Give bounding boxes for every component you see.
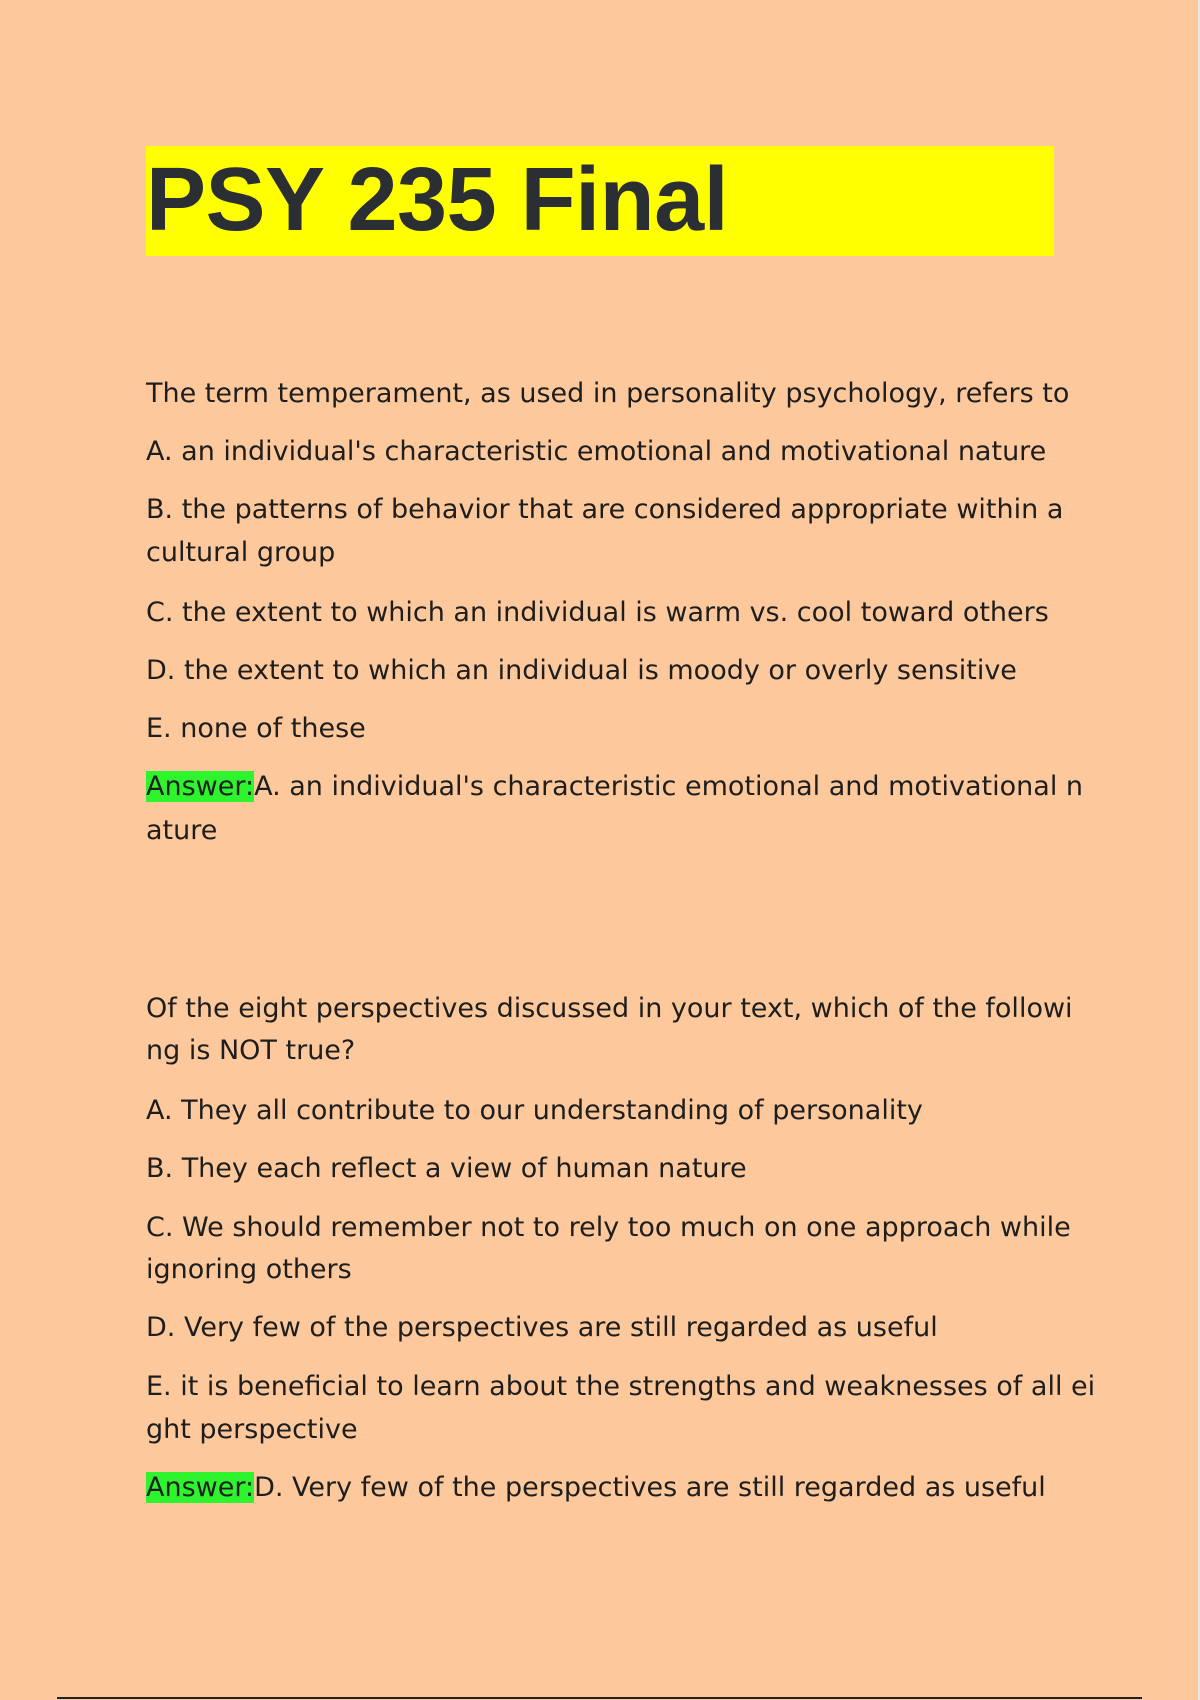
- question-2-option-e: E. it is beneficial to learn about the strengths and weaknesses of all ei: [146, 1371, 1096, 1402]
- question-2-option-c: C. We should remember not to rely too much on one approach while: [146, 1212, 1071, 1243]
- question-2-text: Of the eight perspectives discussed in your text, which of the followi: [146, 993, 1073, 1024]
- question-2-option-a: A. They all contribute to our understanding of personality: [146, 1095, 923, 1126]
- footer-divider: [57, 1697, 1142, 1699]
- question-2-text-cont: ng is NOT true?: [146, 1035, 356, 1066]
- question-2-answer: [146, 1467, 1061, 1509]
- question-1-option-b-cont: cultural group: [146, 537, 336, 568]
- question-1-text: The term temperament, as used in personality psychology, refers to: [146, 378, 1070, 409]
- answer-label: Answer:: [146, 1472, 255, 1503]
- answer-text: D. Very few of the perspectives are still regarded as useful: [254, 1472, 1046, 1503]
- question-2-option-d: D. Very few of the perspectives are still regarded as useful: [146, 1312, 938, 1343]
- question-1-option-c: C. the extent to which an individual is warm vs. cool toward others: [146, 597, 1049, 628]
- document-title: PSY 235 Final: [146, 150, 729, 250]
- question-1-option-d: D. the extent to which an individual is moody or overly sensitive: [146, 655, 1017, 686]
- question-2-option-b: B. They each reflect a view of human nature: [146, 1153, 747, 1184]
- title-highlight: [146, 146, 1054, 256]
- question-1-option-b: B. the patterns of behavior that are considered appropriate within a: [146, 494, 1064, 525]
- question-1-option-e: E. none of these: [146, 713, 366, 744]
- question-1-answer-cont: ature: [146, 815, 218, 846]
- answer-text: A. an individual's characteristic emotional and motivational n: [254, 771, 1084, 802]
- question-1-answer: [146, 766, 1084, 808]
- question-1-option-a: A. an individual's characteristic emotional and motivational nature: [146, 436, 1047, 467]
- answer-label: Answer:: [146, 771, 255, 802]
- question-2-option-c-cont: ignoring others: [146, 1254, 352, 1285]
- question-2-option-e-cont: ght perspective: [146, 1414, 358, 1445]
